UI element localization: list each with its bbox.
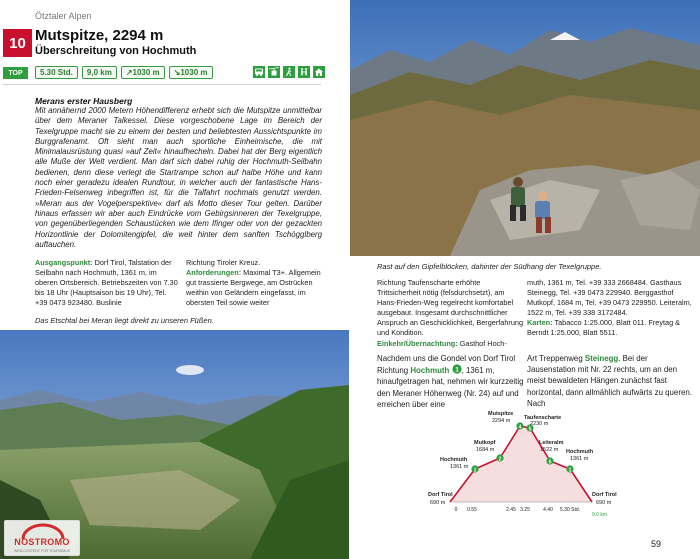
time-tick: 2.45 <box>506 507 516 513</box>
svg-text:1: 1 <box>454 366 459 374</box>
marker-label: 6 <box>548 459 552 466</box>
requirements-text: Maximal T3+. Allgemein gut trassierte Bergwege, am Ostrücken weithin von Geländern eingefasst, im obersten Teil sowie weiter <box>186 268 321 308</box>
bus-icon <box>253 66 265 78</box>
requirements-info <box>186 258 322 308</box>
route-text: , 1361 m, hinaufgetragen hat, nehmen wir kurzzeitig den Meraner Höhenweg (Nr. 24) auf und erreichen über eine <box>377 366 524 409</box>
ascent-stat: ↗1030 m <box>121 66 165 79</box>
time-tick: 0.55 <box>467 507 477 513</box>
alt-hochmuth-end: 1361 m <box>570 456 589 462</box>
time-tick: 0 <box>454 507 458 513</box>
right-photo-caption: Rast auf den Gipfelblöcken, dahinter der Südhang der Texelgruppe. <box>377 262 602 271</box>
alt-dorf-tirol-end: 690 m <box>596 500 612 506</box>
hut-icon <box>313 66 325 78</box>
route-description-1 <box>377 353 527 410</box>
label-mutkopf: Mutkopf <box>474 440 496 446</box>
label-dorf-tirol-start: Dorf Tirol <box>428 492 453 498</box>
descent-stat: ↘1030 m <box>169 66 213 79</box>
duration-stat: 5.30 Std. <box>35 66 78 79</box>
maps-label: Karten: <box>527 318 553 328</box>
hochmuth-waypoint: Hochmuth <box>410 366 450 376</box>
marker-label: 1 <box>473 467 477 474</box>
route-text: . Bei der Jausenstation mit Nr. 22 rechts, um an den meist bewaldeten Hängen zunächst fast horizontal, dann allmählich aufwärts zu queren. Nach <box>527 354 692 408</box>
tour-number-badge: 10 <box>3 29 32 57</box>
time-tick: 4.40 <box>543 507 553 513</box>
distance-stat: 9,0 km <box>82 66 117 79</box>
page-number: 59 <box>651 539 662 549</box>
rest-label: Einkehr/Übernachtung: <box>377 338 458 348</box>
start-label: Ausgangspunkt: <box>35 258 93 267</box>
steinegg-waypoint: Steinegg <box>584 354 619 363</box>
start-text-continued: Richtung Tiroler Kreuz. <box>186 258 261 267</box>
marker-label: 5 <box>528 426 532 433</box>
intro-body: Mit annähernd 2000 Metern Höhendifferenz erhebt sich die Mutspitze unmittelbar über dem Meraner Talkessel. Diese vorgeschobene Lage im Bereich der Texelgruppe macht sie zu einem der besten und beliebtesten Aussichtspunkte im Burggrafenamt. Oft sieht man auch sportliche Einheimische, die mit Minimalausrüstung quasi »auf Zeit« hinaufhecheln. Dabei hat der Berg eigentlich alle Muße der Welt verdient. Man darf sich dabei ruhig der Hochmuth-Seilbahn bedienen, denn diese verlegt die Startrampe schon auf halbe Höhe und kann noch einer geradezu idealen Rundtour, in welcher auch der fantastische Hans-Frieden-Felsenweg inbegriffen ist, für die Talfahrt nochmals genutzt werden. »Meran aus der Vogelperspektive« darf als Motto dieser Tour gelten. Darüber hinaus erfassen wir aber auch Eindrücke vom Gebirgsinneren der Texelgruppe, von gegenüberliegenden Schaustücken wie dem Ifinger oder von der gezackten Horizontlinie der Dolomitengipfel, die weit hinter dem sanften Tschögglberg auftauchen. <box>35 106 322 249</box>
tour-stats <box>35 66 213 79</box>
top-badge: TOP <box>3 67 28 79</box>
label-hochmuth-end: Hochmuth <box>566 449 594 455</box>
alt-hochmuth-start: 1361 m <box>450 464 469 470</box>
time-tick: 5.30 Std. <box>559 507 581 513</box>
label-hochmuth-start: Hochmuth <box>440 457 468 463</box>
alt-taufenscharte: 2230 m <box>530 421 549 427</box>
alt-dorf-tirol-start: 690 m <box>430 500 446 506</box>
marker-label: 1 <box>568 467 572 474</box>
summit-photo <box>350 0 700 256</box>
start-text: Dorf Tirol, Talstation der Seilbahn nach Hochmuth, 1361 m, im oberen Ortsbereich. Betriebszeiten von 7.30 bis 18 Uhr (Hauptsaison bis 19 Uhr), Tel. +39 0473 923480. Buslinie <box>35 258 178 308</box>
tour-subtitle: Überschreitung von Hochmuth <box>35 45 197 57</box>
hiker-icon <box>283 66 295 78</box>
contact-text <box>527 278 693 339</box>
marker-label: 2 <box>498 456 502 463</box>
route-text: Nachdem uns die Gondel von Dorf Tirol Richtung <box>377 354 516 376</box>
label-mutspitze: Mutspitze <box>488 411 514 417</box>
waypoint-marker <box>452 364 462 374</box>
time-tick: 3.25 <box>520 507 530 513</box>
region-label: Ötztaler Alpen <box>35 11 92 21</box>
alt-mutkopf: 1684 m <box>476 447 495 453</box>
alt-mutspitze: 2294 m <box>492 418 511 424</box>
nostromo-logo <box>4 520 80 556</box>
route-description-2 <box>527 353 693 409</box>
family-icon <box>298 66 310 78</box>
requirements-label: Anforderungen: <box>186 268 242 278</box>
cablecar-icon <box>268 66 280 78</box>
logo-text: NOSTROMO <box>14 537 70 547</box>
label-leiteralm: Leiteralm <box>539 440 564 446</box>
marker-label: 4 <box>518 424 522 431</box>
difficulty-text <box>377 278 525 349</box>
elevation-profile <box>420 406 620 521</box>
label-dorf-tirol-end: Dorf Tirol <box>592 492 617 498</box>
distance-label: 9.0 km <box>592 512 608 518</box>
maps-text: Tabacco 1:25.000, Blatt 011. Freytag & Berndt 1:25.000, Blatt 5511. <box>527 318 681 338</box>
route-text: Art Treppenweg <box>527 354 585 363</box>
left-photo-caption: Das Etschtal bei Meran liegt direkt zu unseren Füßen. <box>35 316 214 325</box>
tour-title: Mutspitze, 2294 m <box>35 27 164 44</box>
start-info <box>35 258 180 308</box>
tour-icons <box>253 66 325 78</box>
label-taufenscharte: Taufenscharte <box>524 415 562 421</box>
alt-leiteralm: 1522 m <box>540 447 559 453</box>
header-divider <box>3 84 321 85</box>
intro-heading: Merans erster Hausberg <box>35 96 133 106</box>
contact-body: muth, 1361 m, Tel. +39 333 2668484. Gasthaus Steinegg, Tel. +39 0473 229940. Berggasthof Mutkopf, 1684 m, Tel. +39 0473 229950. Leiteralm, 1522 m, Tel. +39 338 3172484. <box>527 278 692 318</box>
logo-subtext: WEB-CONTENT FÜR TOURISMUS <box>13 549 70 553</box>
rest-text: Gasthof Hoch- <box>457 338 507 348</box>
difficulty-body: Richtung Taufenscharte erhöhte Trittsicherheit nötig (felsdurchsetzt), am Hans-Frieden-Weg regelrecht komfortabel ausgebaut. Insgesamt durchschnittlicher Anspruch an Geschicklichkeit, Bergerfahrung und Kondition. <box>377 278 524 338</box>
